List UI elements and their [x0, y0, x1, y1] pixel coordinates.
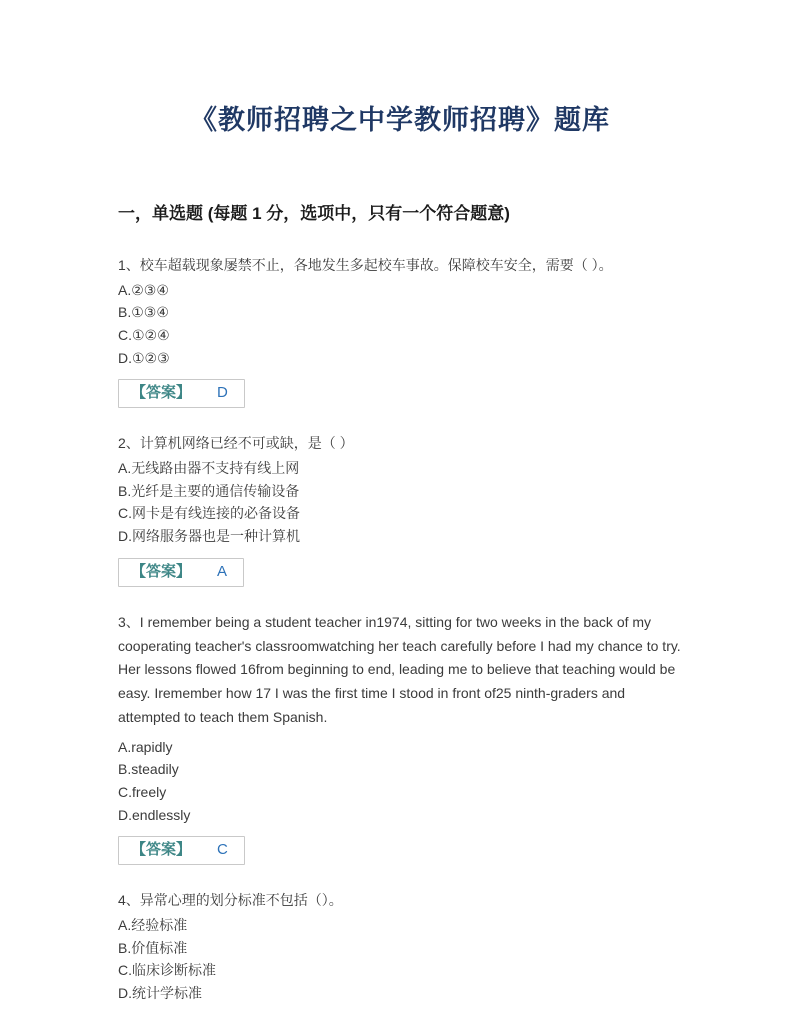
question-block-3	[118, 611, 682, 880]
question-block-1	[118, 254, 682, 422]
option-a: A.rapidly	[118, 738, 173, 755]
option-c: C.freely	[118, 784, 167, 801]
question-stem: 2、计算机网络已经不可或缺，是（ ）	[118, 435, 354, 452]
option-d: D.endlessly	[118, 806, 191, 823]
answer-label: 【答案】	[131, 562, 192, 580]
answer-label: 【答案】	[131, 841, 192, 859]
option-a: A.②③④	[118, 281, 169, 298]
question-stem: 3、I remember being a student teacher in1974, sitting for two weeks in the back of my cooperating teacher's classroomwatching her teach carefully before I had my chance to try. Her lessons flowed 16from beginning to end, leading me to believe that teaching would be easy. Iremember how 17 I was the first time I stood in front of25 ninth-graders and attempted to teach them Spanish.	[118, 613, 681, 725]
option-c: C.临床诊断标准	[118, 962, 216, 979]
option-a: A.无线路由器不支持有线上网	[118, 460, 300, 477]
answer-box	[118, 379, 245, 408]
question-block-4	[118, 889, 682, 1004]
answer-value: C	[217, 841, 228, 859]
question-stem: 4、异常心理的划分标准不包括（）。	[118, 892, 343, 909]
answer-box	[118, 558, 244, 587]
option-b: B.光纤是主要的通信传输设备	[118, 482, 300, 499]
answer-box	[118, 836, 245, 865]
answer-value: A	[217, 562, 228, 580]
question-stem: 1、校车超载现象屡禁不止，各地发生多起校车事故。保障校车安全，需要（ ）。	[118, 257, 613, 273]
option-c: C.网卡是有线连接的必备设备	[118, 505, 300, 522]
option-d: D.①②③	[118, 349, 170, 366]
option-d: D.网络服务器也是一种计算机	[118, 528, 300, 545]
option-b: B.①③④	[118, 304, 169, 321]
option-c: C.①②④	[118, 327, 170, 344]
answer-value: D	[217, 384, 228, 402]
option-b: B.steadily	[118, 761, 179, 778]
question-block-2	[118, 432, 682, 600]
option-d: D.统计学标准	[118, 985, 202, 1002]
answer-label: 【答案】	[131, 384, 192, 402]
option-b: B.价值标准	[118, 939, 188, 956]
option-a: A.经验标准	[118, 917, 188, 934]
section-heading: 一，单选题 (每题 1 分，选项中，只有一个符合题意)	[118, 204, 510, 223]
document-title: 《教师招聘之中学教师招聘》题库	[190, 105, 610, 135]
